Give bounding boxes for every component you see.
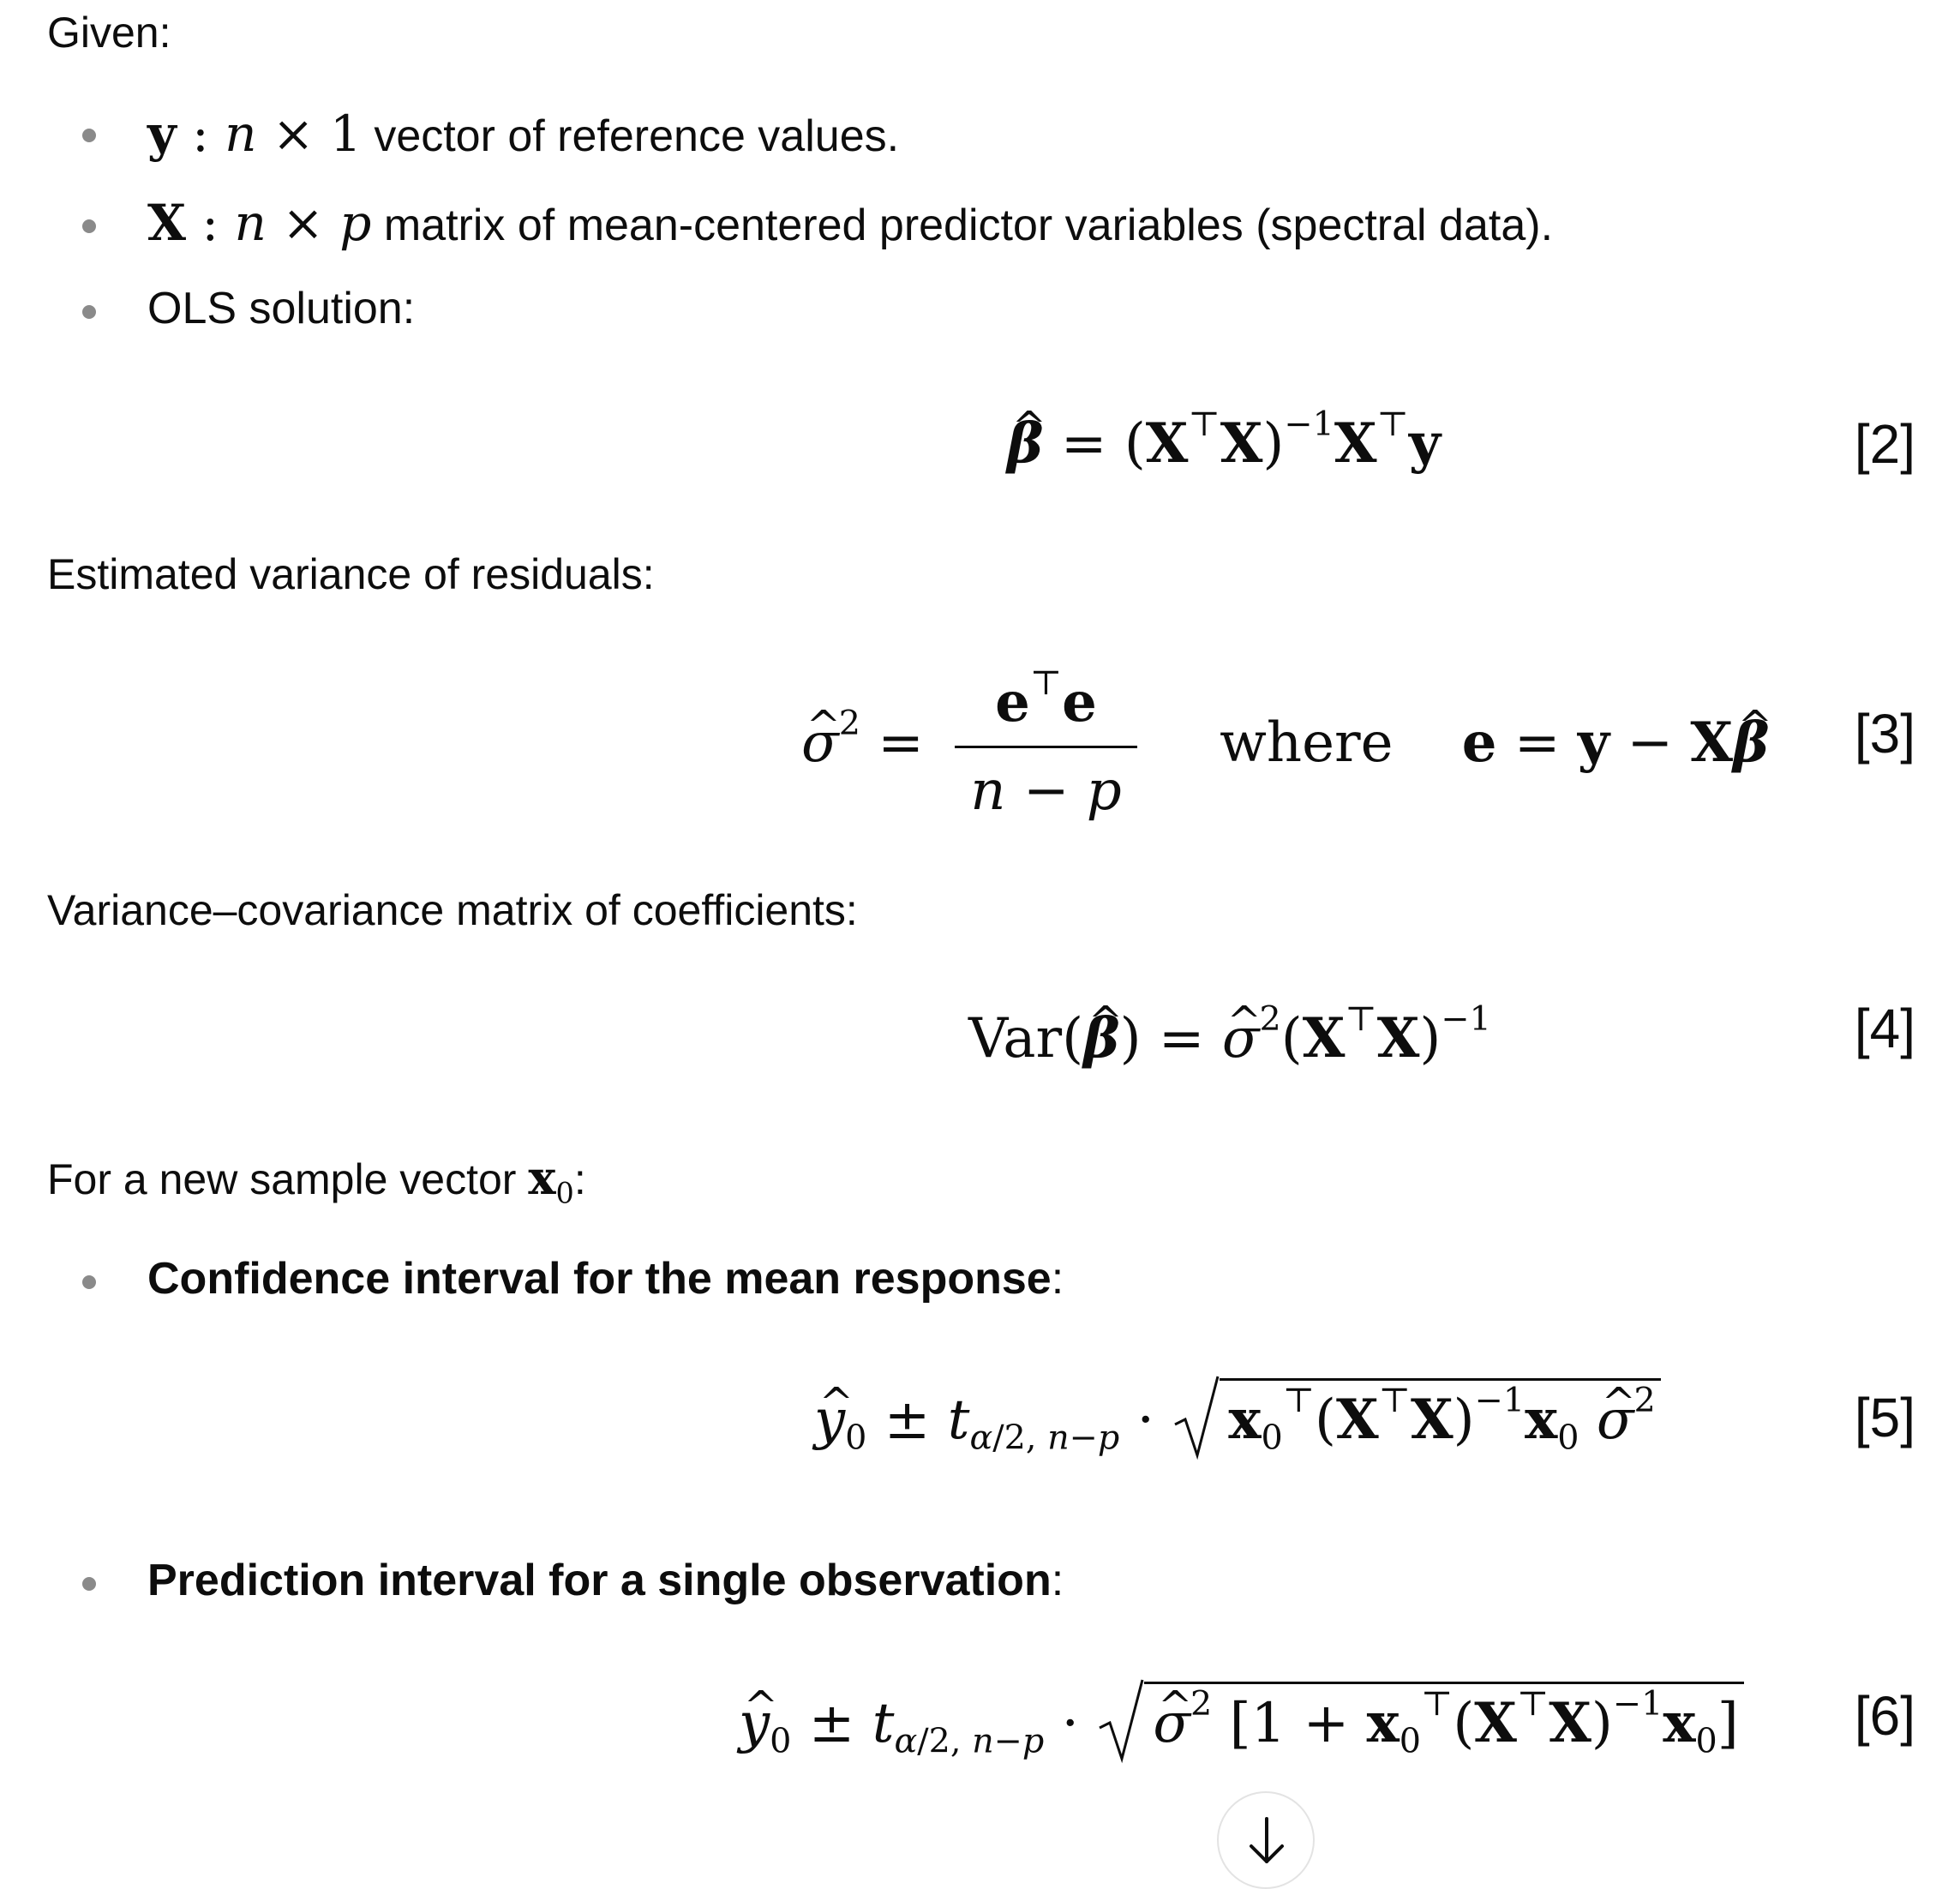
bullet-dot <box>82 305 96 319</box>
where-word: where <box>1220 711 1394 775</box>
list-item-y: y : n × 1 vector of reference values. <box>147 105 900 163</box>
equation-prediction-interval: ^ $y_0 \pm t_{\alpha/2, n-p}$ · ^ $\sigma^2$ $[1 + x_0^⊤(X^⊤X)^{-1}x_0]$ <box>739 1682 1744 1758</box>
ci-label: Confidence interval for the mean response <box>147 1254 1052 1304</box>
list-item-x: X : n × p matrix of mean-centered predictor variables (spectral data). <box>147 194 1554 252</box>
pi-label: Prediction interval for a single observation <box>147 1556 1052 1605</box>
list-item-ols <box>147 281 415 336</box>
equation-number: [6] <box>1854 1685 1915 1747</box>
varcov-label: Variance–covariance matrix of coefficients: <box>47 886 858 934</box>
equation-ols: ^ $\beta = (X^⊤X)^{-1}X^⊤y$ <box>1007 410 1441 478</box>
bullet-dot <box>82 129 96 142</box>
equation-varcov: Var(^ β) = ^ $\sigma^2(X^⊤X)^{-1}$ <box>968 1004 1491 1073</box>
equation-residual-variance: ^ $\sigma^2$ = $\frac{e^⊤e}{n - p}$ where e = y − X^ β <box>801 669 1769 825</box>
equation-number: [2] <box>1854 413 1915 475</box>
scroll-down-button[interactable] <box>1217 1791 1315 1889</box>
sqrt-sign <box>1172 1375 1220 1460</box>
given-label: Given: <box>47 9 171 57</box>
equation-number: [4] <box>1854 998 1915 1059</box>
equation-confidence-interval: ^ $y_0 \pm t_{\alpha/2, n-p}$ · $x_0^⊤(X^⊤X)^{-1}x_0$ ^ $\sigma^2$ <box>814 1378 1661 1454</box>
equation-number: [5] <box>1854 1387 1915 1448</box>
equation-number: [3] <box>1854 703 1915 765</box>
x-description: matrix of mean-centered predictor variables (spectral data). <box>383 201 1554 250</box>
list-item-ci: Confidence interval for the mean response: <box>147 1254 1064 1304</box>
bullet-dot <box>82 1275 96 1289</box>
residuals-label: Estimated variance of residuals: <box>47 550 655 598</box>
arrow-down-icon <box>1248 1815 1286 1867</box>
sqrt-sign <box>1096 1678 1144 1764</box>
y-description: vector of reference values. <box>374 111 900 161</box>
bullet-dot <box>82 1577 96 1591</box>
list-item-pi: Prediction interval for a single observation: <box>147 1556 1064 1605</box>
new-sample-label: For a new sample vector $x_0$: <box>47 1150 586 1210</box>
bullet-dot <box>82 219 96 233</box>
ols-label: OLS solution: <box>147 284 416 333</box>
